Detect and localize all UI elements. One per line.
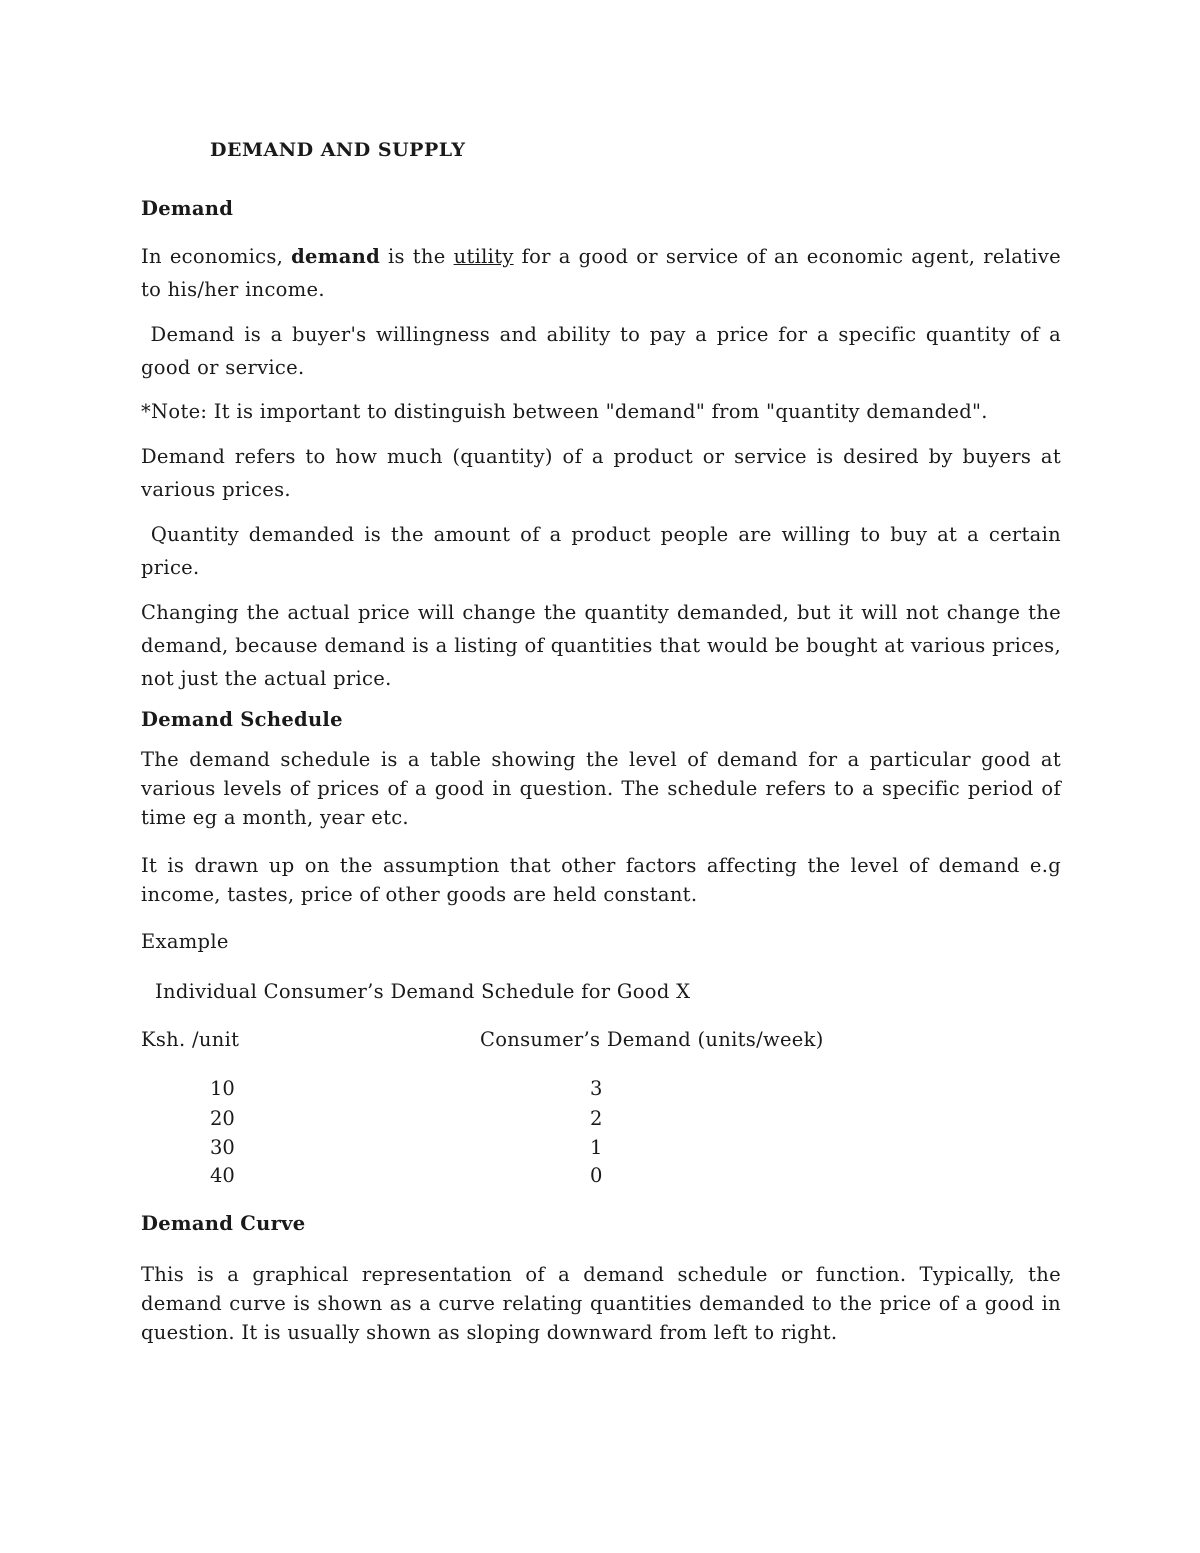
text-segment: In economics, — [141, 245, 292, 268]
document-title: DEMAND AND SUPPLY — [210, 139, 466, 161]
price-cell: 10 — [210, 1077, 235, 1100]
table-caption: Individual Consumer’s Demand Schedule for Good X — [155, 980, 691, 1003]
price-cell: 40 — [210, 1164, 235, 1187]
demand-cell: 2 — [590, 1107, 603, 1130]
schedule-definition-paragraph: The demand schedule is a table showing the level of demand for a particular good at various levels of prices of a good in question. The schedule refers to a specific period of time eg a month, year etc. — [141, 748, 1061, 829]
text-segment: is the — [380, 245, 454, 268]
demand-curve-heading: Demand Curve — [141, 1212, 306, 1235]
price-cell: 20 — [210, 1107, 235, 1130]
price-column-header: Ksh. /unit — [141, 1028, 240, 1051]
demand-schedule-heading: Demand Schedule — [141, 708, 343, 731]
schedule-assumption-paragraph: It is drawn up on the assumption that other factors affecting the level of demand e.g income, tastes, price of other goods are held constant. — [141, 854, 1061, 906]
demand-term: demand — [291, 245, 381, 268]
text-segment: for a good or service of an economic agent, relative to his/her income. — [141, 245, 1061, 301]
demand-willingness-paragraph: Demand is a buyer's willingness and ability to pay a price for a specific quantity of a good or service. — [141, 323, 1068, 379]
demand-cell: 1 — [590, 1136, 603, 1159]
note-paragraph: *Note: It is important to distinguish between "demand" from "quantity demanded". — [141, 400, 988, 423]
demand-cell: 3 — [590, 1077, 603, 1100]
demand-cell: 0 — [590, 1164, 603, 1187]
demand-column-header: Consumer’s Demand (units/week) — [480, 1028, 824, 1051]
price-cell: 30 — [210, 1136, 235, 1159]
demand-refers-paragraph: Demand refers to how much (quantity) of a product or service is desired by buyers at various prices. — [141, 445, 1061, 501]
utility-link[interactable]: utility — [453, 245, 514, 268]
quantity-demanded-paragraph: Quantity demanded is the amount of a product people are willing to buy at a certain price. — [141, 523, 1068, 579]
example-label: Example — [141, 930, 229, 953]
demand-curve-paragraph: This is a graphical representation of a demand schedule or function. Typically, the demand curve is shown as a curve relating quantities demanded to the price of a good in question. It is usually shown as sloping downward from left to right. — [141, 1263, 1061, 1344]
changing-price-paragraph: Changing the actual price will change the quantity demanded, but it will not change the demand, because demand is a listing of quantities that would be bought at various prices, not just the actual price. — [141, 601, 1061, 690]
demand-heading: Demand — [141, 197, 234, 220]
demand-definition-paragraph — [141, 240, 1061, 306]
